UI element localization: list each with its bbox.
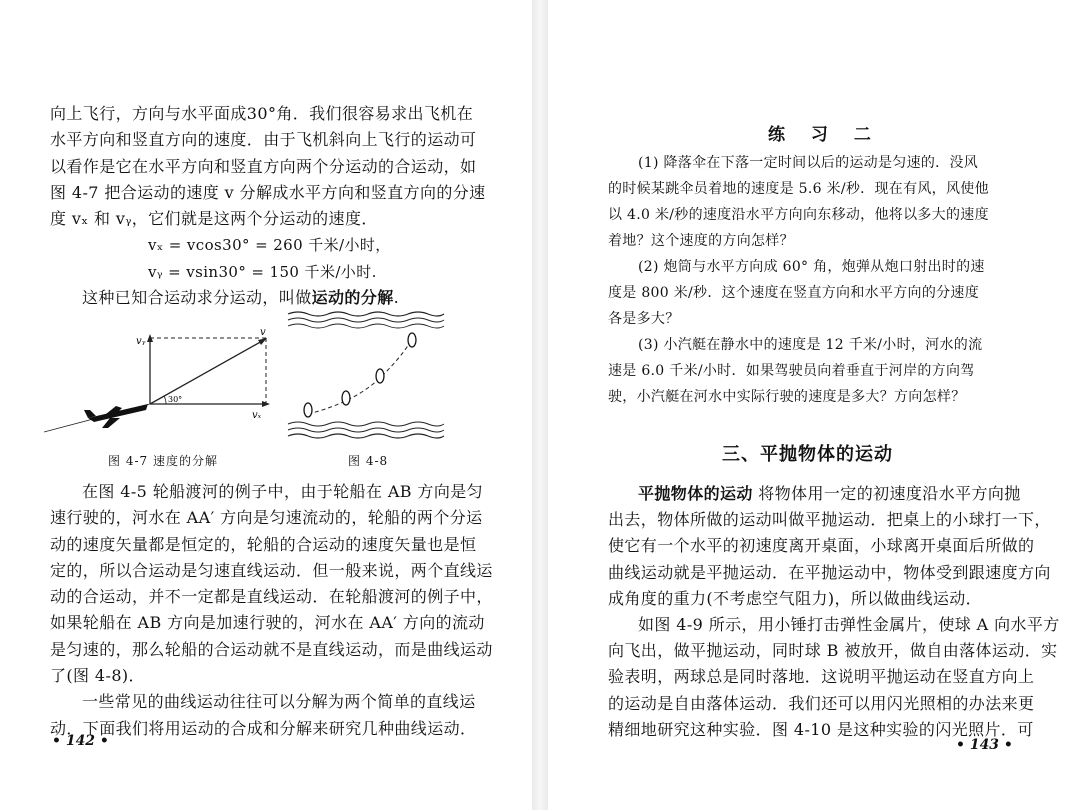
exercise-title: 练 习 二 [768,125,881,145]
book-gutter [532,0,548,810]
page-number-left: • 142 • [52,733,109,749]
exercise-list [608,150,989,410]
page-number-right: • 143 • [956,737,1013,753]
right-section-body [608,481,1060,743]
left-page [0,0,532,810]
text-line: 精细地研究这种实验．图 4-10 是这种实验的闪光照片．可 [608,719,1034,739]
text-line: 以看作是它在水平方向和竖直方向两个分运动的合运动，如 [50,156,477,176]
exercise-line: 速是 6.0 千米/小时．如果驾驶员向着垂直于河岸的方向驾 [608,363,975,379]
exercise-line: 度是 800 米/秒．这个速度在竖直方向和水平方向的分速度 [608,285,980,301]
boat-icon [342,391,350,405]
text-line: 是匀速的，那么轮船的合运动就不是直线运动，而是曲线运动 [50,639,493,659]
para1-first-line [608,481,1060,507]
text-line: 成角度的重力(不考虑空气阻力)，所以做曲线运动． [608,588,983,608]
text-line: 度 vₓ 和 vᵧ，它们就是这两个分运动的速度． [50,209,378,229]
text-line: 速行驶的，河水在 AA′ 方向是匀速流动的，轮船的两个分运 [50,508,483,528]
equation-vx: vₓ = vcos30° = 260 千米/小时， [148,236,391,255]
label-v: v [260,327,266,338]
text-line: 动的合运动，并不一定都是直线运动．在轮船渡河的例子中， [50,587,493,607]
boat-icon [376,369,384,383]
label-vx: vₓ [252,410,262,421]
boat-icon [408,333,416,347]
text-line: 动的速度矢量都是恒定的，轮船的合运动的速度矢量也是恒 [50,534,477,554]
section-title: 三、平抛物体的运动 [722,444,893,465]
label-vy: vᵧ [136,336,146,347]
figure-4-7-caption: 图 4-7 速度的分解 [108,454,218,468]
text-line: 在图 4-5 轮船渡河的例子中，由于轮船在 AB 方向是匀 [82,482,484,501]
airplane-icon [84,404,148,428]
exercise-line: 各是多大？ [608,311,680,327]
text-line: 水平方向和竖直方向的速度．由于飞机斜向上飞行的运动可 [50,130,477,150]
para1-first-rest: 将物体用一定的初速度沿水平方向抛 [752,484,1021,503]
text-line: 一些常见的曲线运动往往可以分解为两个简单的直线运 [82,692,476,712]
para1-lead-term: 平抛物体的运动 [638,484,753,503]
figure-4-8-river-crossing [286,306,446,442]
exercise-line: 驶，小汽艇在河水中实际行驶的速度是多大？方向怎样？ [608,389,966,405]
figure-4-8-caption: 图 4-8 [348,454,389,468]
text-line: 向上飞行，方向与水平面成30°角．我们很容易求出飞机在 [50,104,474,123]
label-angle: 30° [168,395,183,404]
exercise-line: (3) 小汽艇在静水中的速度是 12 千米/小时，河水的流 [638,337,983,353]
exercise-line: (2) 炮筒与水平方向成 60° 角，炮弹从炮口射出时的速 [638,259,985,275]
left-top-paragraph [50,101,486,311]
text-line: 向飞出，做平抛运动，同时球 B 被放开，做自由落体运动．实 [608,641,1058,661]
text-line: 如果轮船在 AB 方向是加速行驶的，河水在 AA′ 方向的流动 [50,613,485,633]
exercise-line: 着地？这个速度的方向怎样？ [608,233,794,249]
exercise-line: 以 4.0 米/秒的速度沿水平方向向东移动，他将以多大的速度 [608,207,989,223]
exercise-line: (1) 降落伞在下落一定时间以后的运动是匀速的．没风 [638,155,979,171]
summary-text: 这种已知合运动求分运动，叫做 [82,288,312,308]
summary-term: 运动的分解 [311,288,394,308]
text-line: 定的，所以合运动是匀速直线运动．但一般来说，两个直线运 [50,560,493,580]
left-bottom-paragraph [50,479,493,742]
text-line: 验表明，两球总是同时落地．这说明平抛运动在竖直方向上 [608,667,1035,687]
text-line: 出去，物体所做的运动叫做平抛运动．把桌上的小球打一下， [608,510,1051,530]
boat-icon [304,403,312,417]
text-line: 图 4-7 把合运动的速度 v 分解成水平方向和竖直方向的分速 [50,182,486,202]
summary-end: . [393,288,400,308]
text-line: 了(图 4-8)． [50,666,145,686]
exercise-line: 的时候某跳伞员着地的速度是 5.6 米/秒．现在有风，风使他 [608,181,989,197]
text-line: 使它有一个水平的初速度离开桌面，小球离开桌面后所做的 [608,536,1035,556]
text-line: 曲线运动就是平抛运动．在平抛运动中，物体受到跟速度方向 [608,562,1051,582]
text-line: 如图 4-9 所示，用小锤打击弹性金属片，使球 A 向水平方 [638,614,1060,634]
equation-vy: vᵧ = vsin30° = 150 千米/小时. [148,262,377,281]
figure-4-7-velocity-decomposition [40,326,280,436]
text-line: 动．下面我们将用运动的合成和分解来研究几种曲线运动． [50,718,477,738]
text-line: 的运动是自由落体运动．我们还可以用闪光照相的办法来更 [608,693,1035,713]
